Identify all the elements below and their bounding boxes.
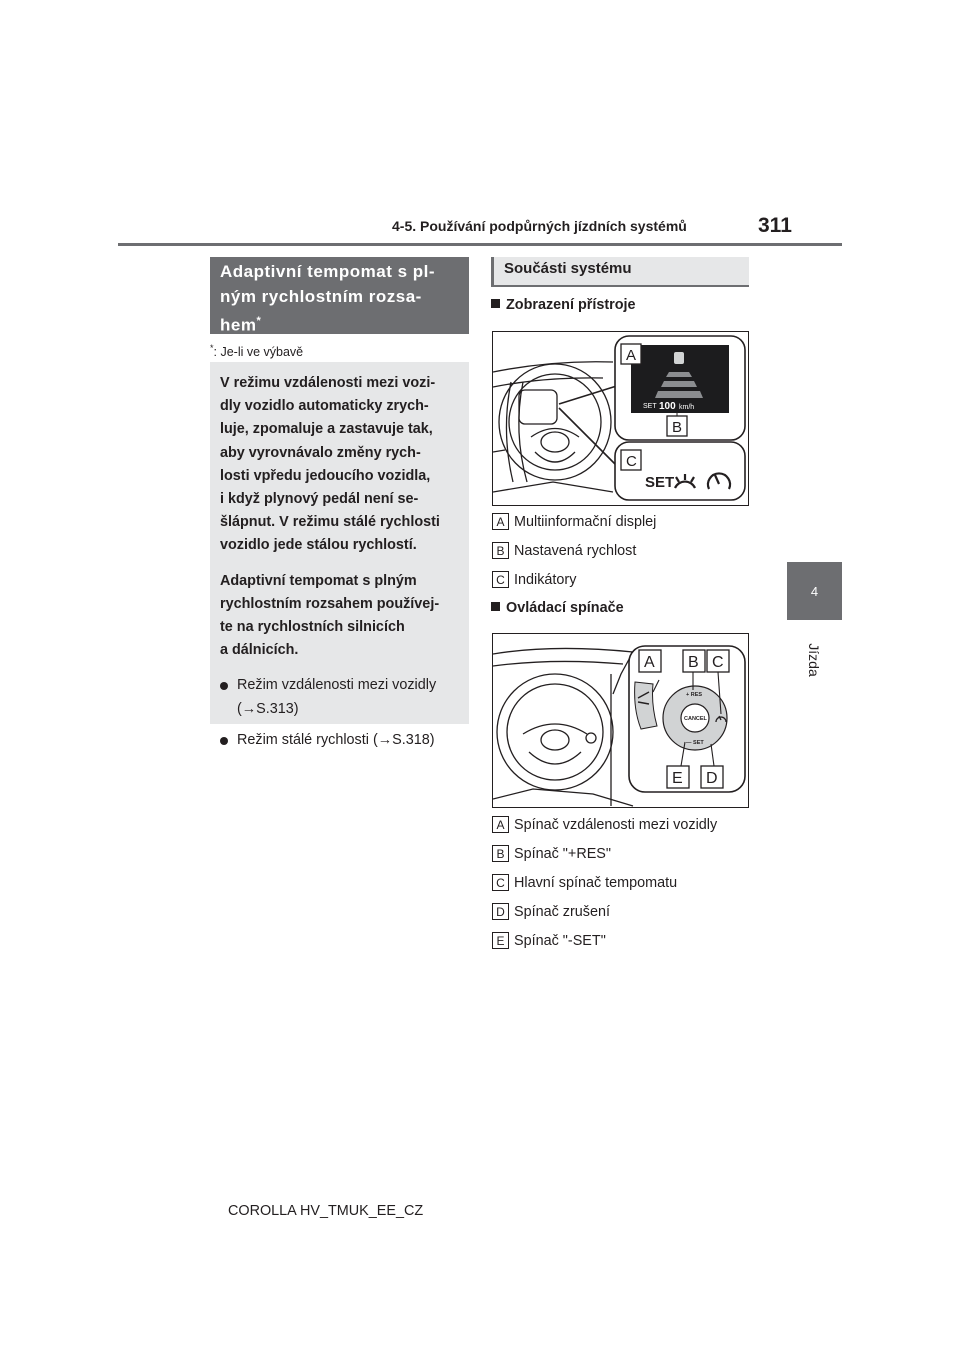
subheading-text: Ovládací spínače xyxy=(506,600,624,616)
bullet-dot xyxy=(220,682,228,690)
bullet-text[interactable]: Režim stálé rychlosti (→S.318) xyxy=(237,731,435,748)
set-switch-label: — SET xyxy=(686,740,704,746)
callout-label: B xyxy=(688,654,699,671)
callout-label: B xyxy=(672,419,683,436)
control-switches-figure xyxy=(492,633,749,808)
instrument-display-illustration xyxy=(493,332,748,505)
callout-label: A xyxy=(644,654,655,671)
section-title: Součásti systému xyxy=(491,257,749,287)
legend-key: E xyxy=(492,932,509,949)
legend-text: Spínač "+RES" xyxy=(514,845,612,862)
text-line: aby vyrovnávalo změny rych- xyxy=(220,444,421,461)
page-reference-link[interactable]: (→S.313) xyxy=(237,700,299,717)
feature-title xyxy=(210,257,469,334)
legend-key: A xyxy=(492,816,509,833)
legend-item xyxy=(492,932,606,949)
legend-key: D xyxy=(492,903,509,920)
feature-title-line: Adaptivní tempomat s pl- xyxy=(220,262,436,281)
legend-key: C xyxy=(492,874,509,891)
subheading-switches xyxy=(491,600,624,616)
description-box xyxy=(210,362,469,748)
bullet-dot xyxy=(220,737,228,745)
bullet-text: Režim vzdálenosti mezi vozidly xyxy=(237,677,437,694)
text-line: luje, zpomaluje a zastavuje tak, xyxy=(220,421,433,438)
subheading-text: Zobrazení přístroje xyxy=(506,297,636,313)
text-line: i když plynový pedál není se- xyxy=(220,491,419,508)
callout-label: C xyxy=(626,453,637,470)
chapter-tab: 4 xyxy=(787,562,842,620)
text-line: V režimu vzdálenosti mezi vozi- xyxy=(220,375,436,391)
instrument-display-figure xyxy=(492,331,749,506)
text-line: te na rychlostních silnicích xyxy=(220,619,405,636)
legend-text: Spínač vzdálenosti mezi vozidly xyxy=(514,816,718,833)
legend-item xyxy=(492,571,576,588)
legend-key: B xyxy=(492,542,509,559)
legend-key: A xyxy=(492,513,509,530)
bullet-item xyxy=(220,674,459,720)
footnote-mark: * xyxy=(256,315,262,327)
legend-text: Hlavní spínač tempomatu xyxy=(514,874,678,891)
legend-text: Indikátory xyxy=(514,571,577,588)
footnote-mark: * xyxy=(210,343,214,353)
legend-item xyxy=(492,874,677,891)
callout-label: A xyxy=(626,347,637,364)
callout-label: D xyxy=(706,770,718,787)
indicator-set-text: SET xyxy=(645,474,675,491)
control-switches-illustration xyxy=(493,634,748,807)
square-bullet-icon xyxy=(491,299,500,308)
header-divider xyxy=(118,243,842,246)
legend-item xyxy=(492,903,610,920)
set-label: SET xyxy=(643,403,657,410)
text-line: šlápnut. V režimu stálé rychlosti xyxy=(220,514,440,531)
legend-item xyxy=(492,816,717,833)
legend-text: Spínač zrušení xyxy=(514,903,610,920)
footnote-text: : Je-li ve výbavě xyxy=(213,345,304,360)
text-line: vozidlo jede stálou rychlostí. xyxy=(220,537,417,554)
square-bullet-icon xyxy=(491,602,500,611)
legend-text: Multiinformační displej xyxy=(514,513,657,530)
chapter-label: Jízda xyxy=(806,643,822,677)
text-line: losti vpředu jedoucího vozidla, xyxy=(220,467,431,484)
callout-label: C xyxy=(712,654,724,671)
footer-model-code: COROLLA HV_TMUK_EE_CZ xyxy=(228,1203,424,1219)
legend-text: Nastavená rychlost xyxy=(514,542,637,559)
res-switch-label: + RES xyxy=(686,692,703,698)
legend-key: C xyxy=(492,571,509,588)
page-number: 311 xyxy=(758,214,792,237)
feature-title-line: ným rychlostním rozsa- xyxy=(220,287,422,306)
legend-item xyxy=(492,513,656,530)
subheading-display xyxy=(491,297,636,313)
header-section-title: 4-5. Používání podpůrných jízdních systémů xyxy=(392,218,687,234)
description-paragraph xyxy=(220,372,459,558)
callout-label: E xyxy=(672,770,683,787)
feature-title-line: hem xyxy=(220,315,257,335)
legend-item xyxy=(492,542,636,559)
speed-unit: km/h xyxy=(679,404,695,411)
legend-item xyxy=(492,845,611,862)
footnote xyxy=(210,343,303,359)
text-line: dly vozidlo automaticky zrych- xyxy=(220,398,429,415)
legend-key: B xyxy=(492,845,509,862)
usage-paragraph xyxy=(220,570,459,663)
cancel-switch-label: CANCEL xyxy=(684,716,707,722)
set-speed-value: 100 xyxy=(659,401,676,412)
text-line: rychlostním rozsahem používej- xyxy=(220,595,440,612)
legend-text: Spínač "-SET" xyxy=(514,932,606,949)
bullet-item xyxy=(220,729,459,752)
text-line: a dálnicích. xyxy=(220,642,299,659)
text-line: Adaptivní tempomat s plným xyxy=(220,572,417,589)
